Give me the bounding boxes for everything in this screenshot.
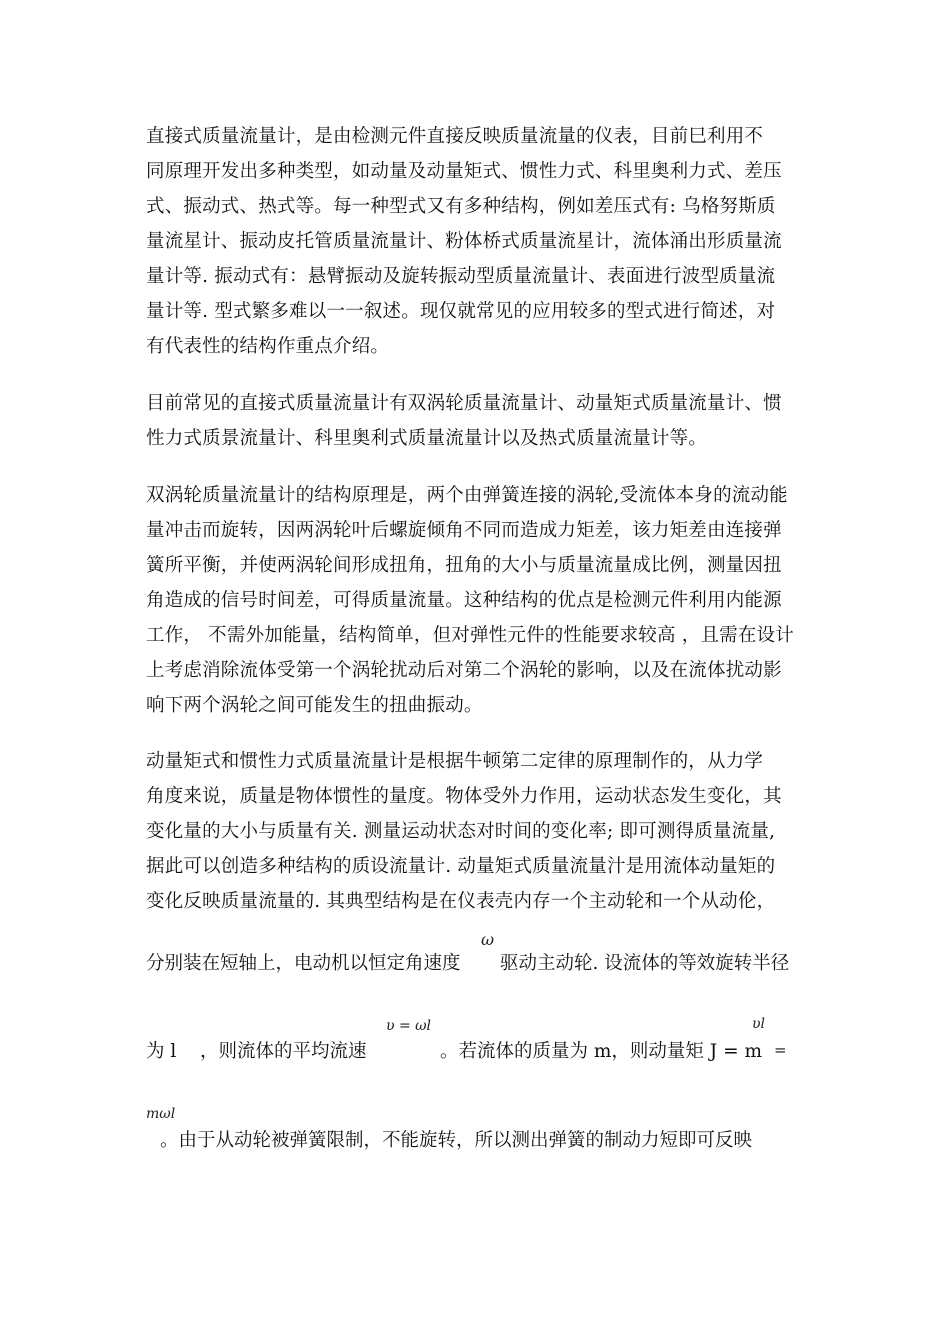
equals-sign: = xyxy=(774,1041,787,1059)
text-line: 角度来说，质量是物体惯性的量度。物体受外力作用，运动状态发生变化，其 xyxy=(146,786,782,807)
text-line: 量计等. 振动式有：悬臂振动及旋转振动型质量流量计、表面进行波型质量流 xyxy=(146,266,776,287)
text-line: 双涡轮质量流量计的结构原理是，两个由弹簧连接的涡轮,受流体本身的流动能 xyxy=(146,485,788,506)
omega-symbol: ω xyxy=(481,930,495,949)
text-line: 有代表性的结构作重点介绍。 xyxy=(146,336,390,357)
momentum-formula: υl xyxy=(752,1016,765,1032)
velocity-formula: υ = ωl xyxy=(386,1018,432,1034)
text-line: 量计等. 型式繁多难以一一叙述。现仅就常见的应用较多的型式进行简述，对 xyxy=(146,301,776,322)
text-line: 直接式质量流量计，是由检测元件直接反映质量流量的仪表，目前巳利用不 xyxy=(146,126,764,147)
text-fragment: 分别装在短轴上，电动机以恒定角速度 xyxy=(146,953,461,974)
text-line: 工作， 不需外加能量，结构简单，但对弹性元件的性能要求较高 ，且需在设计 xyxy=(146,625,794,646)
text-line: 同原理开发出多种类型，如动量及动量矩式、惯性力式、科里奥利力式、差压 xyxy=(146,161,782,182)
mwl-formula: mωl xyxy=(146,1106,176,1122)
text-fragment: ，则流体的平均流速 xyxy=(200,1041,367,1062)
text-fragment: 为 l xyxy=(146,1041,177,1062)
text-line: 目前常见的直接式质量流量计有双涡轮质量流量计、动量矩式质量流量计、惯 xyxy=(146,393,782,414)
text-line: 动量矩式和惯性力式质量流量计是根据牛顿第二定律的原理制作的，从力学 xyxy=(146,751,764,772)
text-line: 性力式质景流量计、科里奥利式质量流量计以及热式质量流量计等。 xyxy=(146,428,708,449)
text-line: 量冲击而旋转，因两涡轮叶后螺旋倾角不同而造成力矩差，该力矩差由连接弹 xyxy=(146,520,782,541)
text-fragment: 。由于从动轮被弹簧限制，不能旋转，所以测出弹簧的制动力短即可反映 xyxy=(160,1130,753,1151)
text-fragment: 驱动主动轮. 设流体的等效旋转半径 xyxy=(500,953,790,974)
text-line: 角造成的信号时间差，可得质量流量。这种结构的优点是检测元件利用内能源 xyxy=(146,590,782,611)
text-line: 响下两个涡轮之间可能发生的扭曲振动。 xyxy=(146,695,483,716)
text-line: 量流星计、振动皮托管质量流量计、粉体桥式质量流星计，流体涌出形质量流 xyxy=(146,231,782,252)
text-line: 上考虑消除流体受第一个涡轮扰动后对第二个涡轮的影响，以及在流体扰动影 xyxy=(146,660,782,681)
text-line: 簧所平衡，并使两涡轮间形成扭角，扭角的大小与质量流量成比例，测量因扭 xyxy=(146,555,782,576)
text-line: 变化反映质量流量的. 其典型结构是在仪表壳内存一个主动轮和一个从动伦， xyxy=(146,891,776,912)
text-line: 变化量的大小与质量有关. 测量运动状态对时间的变化率; 即可测得质量流量, xyxy=(146,821,776,842)
text-line: 据此可以创造多种结构的质设流量计. 动量矩式质量流量汁是用流体动量矩的 xyxy=(146,856,776,877)
text-fragment: 。若流体的质量为 m，则动量矩 J = m xyxy=(440,1041,763,1062)
text-line: 式、振动式、热式等。每一种型式又有多种结构，例如差压式有: 乌格努斯质 xyxy=(146,196,776,217)
